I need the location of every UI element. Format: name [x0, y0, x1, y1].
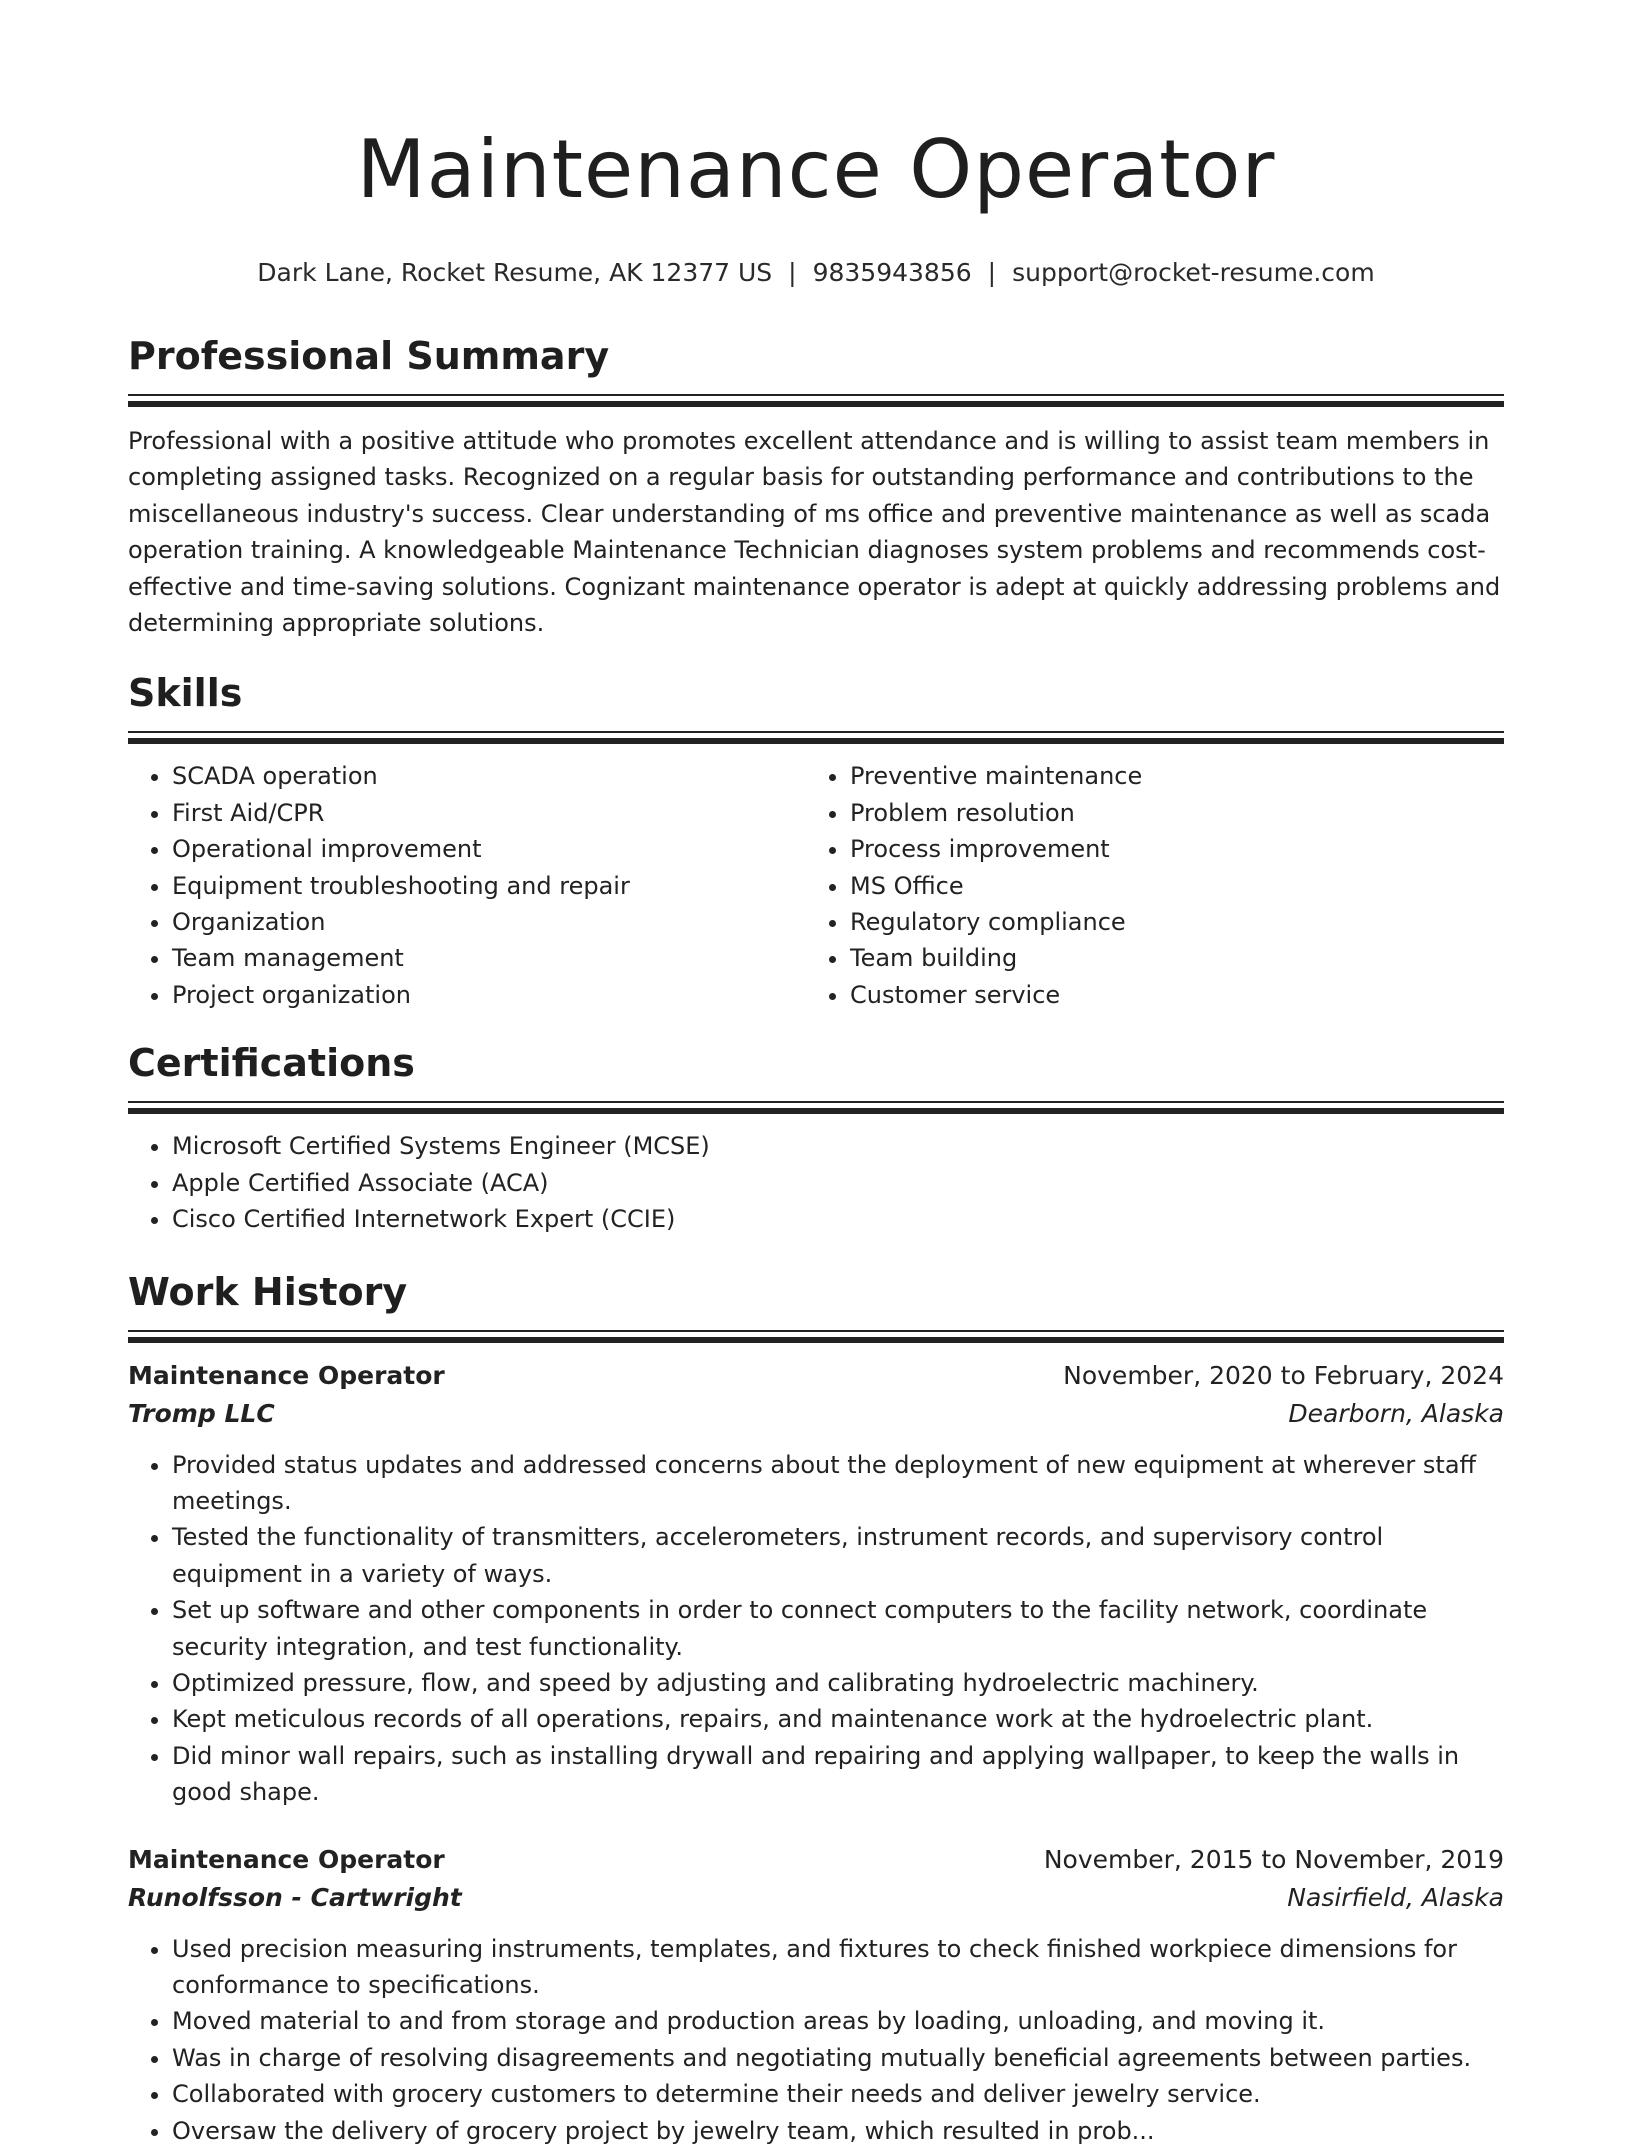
- skills-section: [128, 669, 1504, 1013]
- section-divider: [128, 1101, 1504, 1103]
- skill-item: • Problem resolution: [850, 795, 1484, 831]
- job-bullet: • Used precision measuring instruments, templates, and fixtures to check finished workpiece dimensions for conformance to specifications.: [172, 1931, 1504, 2004]
- section-divider: [128, 1330, 1504, 1332]
- skill-item: • Team management: [172, 940, 806, 976]
- skill-item: • First Aid/CPR: [172, 795, 806, 831]
- certifications-section: [128, 1039, 1504, 1237]
- skills-column-right: [806, 758, 1484, 1013]
- contact-address: Dark Lane, Rocket Resume, AK 12377 US: [257, 258, 772, 287]
- section-title-summary: Professional Summary: [128, 332, 1504, 380]
- job-bullet: • Did minor wall repairs, such as installing drywall and repairing and applying wallpaper, to keep the walls in good shape.: [172, 1738, 1504, 1811]
- certification-item: • Apple Certified Associate (ACA): [172, 1165, 1504, 1201]
- section-divider: [128, 401, 1504, 407]
- section-title-certifications: Certifications: [128, 1039, 1504, 1087]
- job-title: Maintenance Operator: [128, 1357, 445, 1395]
- job-bullet: • Optimized pressure, flow, and speed by adjusting and calibrating hydroelectric machinery.: [172, 1665, 1504, 1701]
- job-bullet: • Tested the functionality of transmitters, accelerometers, instrument records, and supervisory control equipment in a variety of ways.: [172, 1519, 1504, 1592]
- section-divider: [128, 1337, 1504, 1343]
- job-subheader: [128, 1395, 1504, 1433]
- section-divider: [128, 738, 1504, 744]
- skills-list: [128, 758, 1504, 1013]
- work-history-section: [128, 1268, 1504, 2149]
- job-bullets: [128, 1931, 1504, 2149]
- job-bullet: • Provided status updates and addressed concerns about the deployment of new equipment at wherever staff meetings.: [172, 1447, 1504, 1520]
- summary-text: Professional with a positive attitude who promotes excellent attendance and is willing to assist team members in completing assigned tasks. Recognized on a regular basis for outstanding performance and contributions to the miscellaneous industry's success. Clear understanding of ms office and preventive maintenance as well as scada operation training. A knowledgeable Maintenance Technician diagnoses system problems and recommends cost-effective and time-saving solutions. Cognizant maintenance operator is adept at quickly addressing problems and determining appropriate solutions.: [128, 423, 1504, 641]
- job-dates: November, 2020 to February, 2024: [1063, 1357, 1504, 1395]
- contact-phone: 9835943856: [813, 258, 972, 287]
- contact-email[interactable]: support@rocket-resume.com: [1012, 258, 1375, 287]
- skill-item: • Operational improvement: [172, 831, 806, 867]
- job-header: [128, 1841, 1504, 1879]
- section-divider: [128, 1108, 1504, 1114]
- contact-line: [128, 256, 1504, 290]
- job-bullet: • Kept meticulous records of all operations, repairs, and maintenance work at the hydroelectric plant.: [172, 1701, 1504, 1737]
- summary-section: [128, 332, 1504, 641]
- resume-page: [128, 0, 1504, 2149]
- skill-item: • Project organization: [172, 977, 806, 1013]
- job-company: Runolfsson - Cartwright: [128, 1879, 462, 1917]
- job-company: Tromp LLC: [128, 1395, 275, 1433]
- job-entry: [128, 1841, 1504, 2149]
- skills-column-left: [128, 758, 806, 1013]
- job-subheader: [128, 1879, 1504, 1917]
- certifications-list: [128, 1128, 1504, 1237]
- job-bullet: • Moved material to and from storage and production areas by loading, unloading, and moving it.: [172, 2003, 1504, 2039]
- page-title: Maintenance Operator: [128, 120, 1504, 220]
- job-bullet: • Was in charge of resolving disagreements and negotiating mutually beneficial agreements between parties.: [172, 2040, 1504, 2076]
- certification-item: • Cisco Certified Internetwork Expert (CCIE): [172, 1201, 1504, 1237]
- job-title: Maintenance Operator: [128, 1841, 445, 1879]
- job-bullet: • Set up software and other components in order to connect computers to the facility network, coordinate security integration, and test functionality.: [172, 1592, 1504, 1665]
- skill-item: • Team building: [850, 940, 1484, 976]
- job-bullet: • Oversaw the delivery of grocery project by jewelry team, which resulted in prob...: [172, 2113, 1504, 2149]
- contact-separator: |: [972, 258, 1012, 287]
- section-divider: [128, 394, 1504, 396]
- job-header: [128, 1357, 1504, 1395]
- skill-item: • Preventive maintenance: [850, 758, 1484, 794]
- section-title-work-history: Work History: [128, 1268, 1504, 1316]
- skill-item: • Equipment troubleshooting and repair: [172, 868, 806, 904]
- skill-item: • SCADA operation: [172, 758, 806, 794]
- skill-item: • MS Office: [850, 868, 1484, 904]
- job-location: Nasirfield, Alaska: [1287, 1879, 1504, 1917]
- contact-separator: |: [772, 258, 812, 287]
- skill-item: • Regulatory compliance: [850, 904, 1484, 940]
- job-dates: November, 2015 to November, 2019: [1044, 1841, 1504, 1879]
- skill-item: • Organization: [172, 904, 806, 940]
- skill-item: • Process improvement: [850, 831, 1484, 867]
- section-title-skills: Skills: [128, 669, 1504, 717]
- certification-item: • Microsoft Certified Systems Engineer (MCSE): [172, 1128, 1504, 1164]
- skill-item: • Customer service: [850, 977, 1484, 1013]
- job-entry: [128, 1357, 1504, 1811]
- job-location: Dearborn, Alaska: [1288, 1395, 1504, 1433]
- job-bullets: [128, 1447, 1504, 1811]
- section-divider: [128, 731, 1504, 733]
- job-bullet: • Collaborated with grocery customers to determine their needs and deliver jewelry service.: [172, 2076, 1504, 2112]
